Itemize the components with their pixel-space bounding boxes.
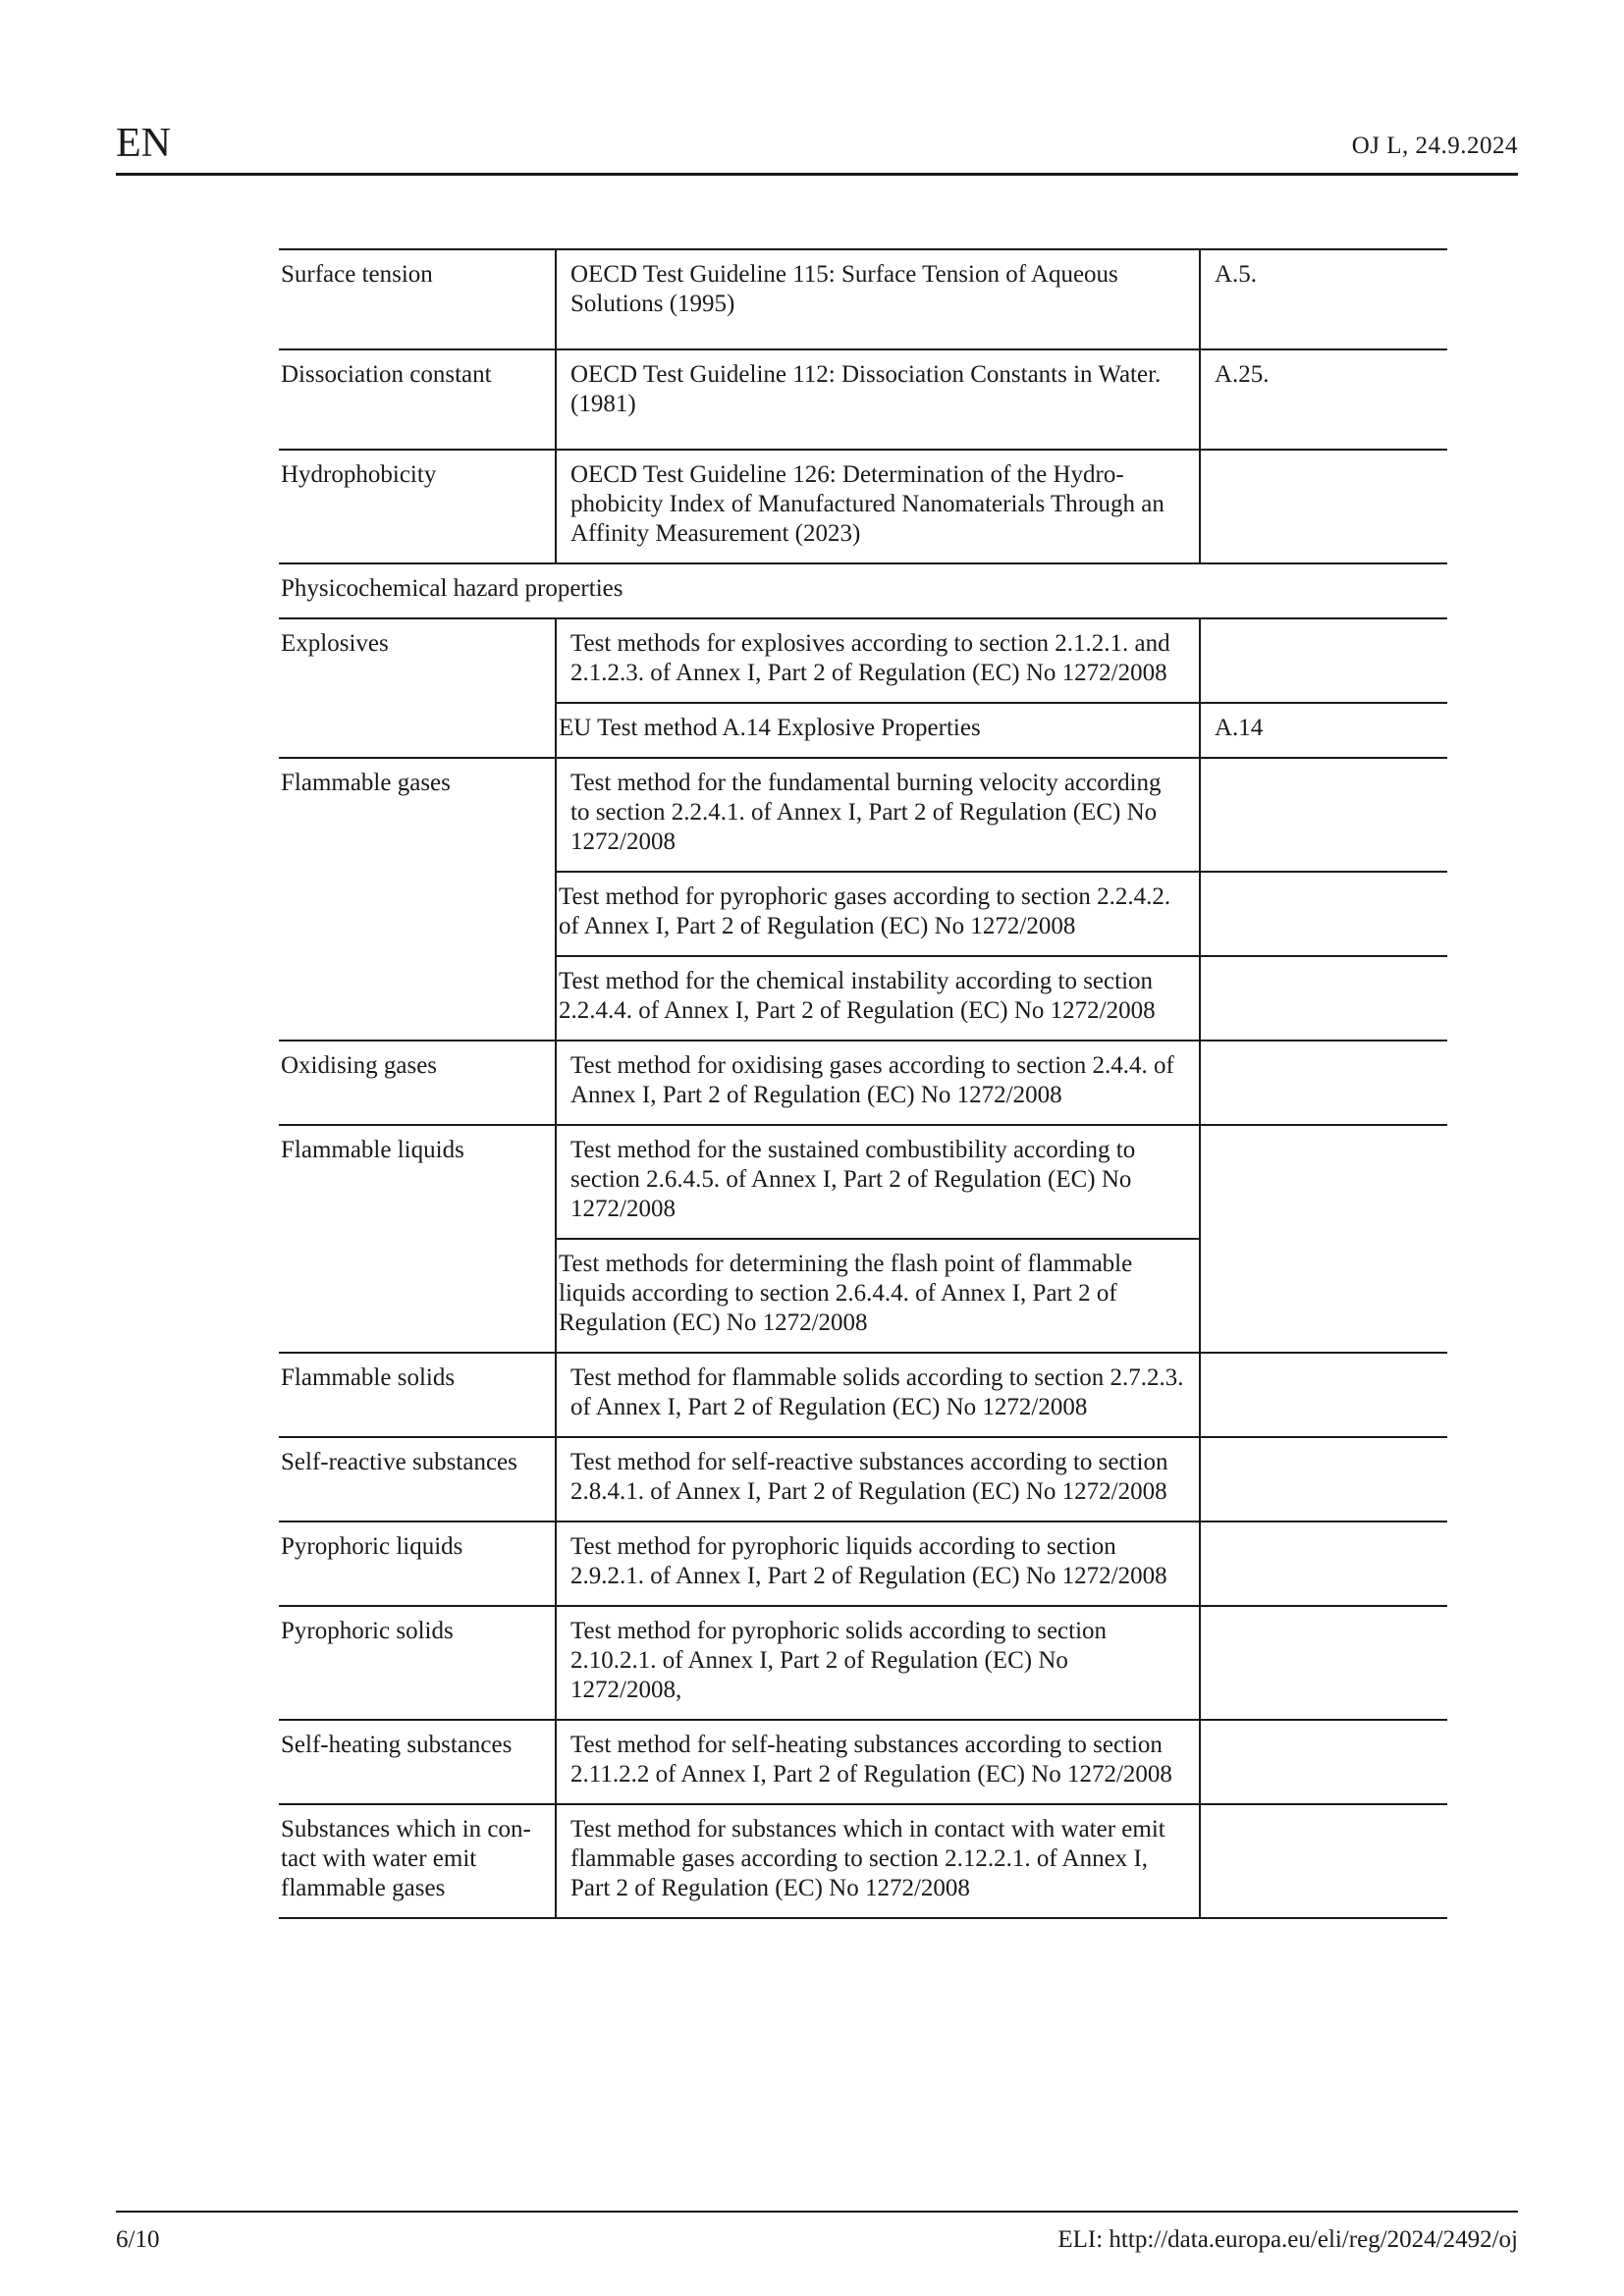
method-cell: OECD Test Guideline 112: Dissociation Constants in Water. (1981): [556, 349, 1200, 450]
code-cell: [1200, 1125, 1447, 1353]
code-cell: [1200, 1606, 1447, 1720]
property-cell: Flammable gases: [279, 758, 556, 1041]
code-cell: A.25.: [1200, 349, 1447, 450]
page-number: 6/10: [116, 2226, 160, 2253]
table-row: [279, 1804, 1447, 1918]
language-code: EN: [116, 121, 171, 166]
code-cell: A.14: [1200, 703, 1447, 758]
property-cell: Pyrophoric liquids: [279, 1522, 556, 1606]
table-row: [279, 758, 1447, 872]
table-row: [279, 1522, 1447, 1606]
property-cell: Surface tension: [279, 249, 556, 349]
method-cell: Test method for substances which in contact with water emit flammable gases according to section 2.12.2.1. of Annex I, Part 2 of Regulation (EC) No 1272/2008: [556, 1804, 1200, 1918]
code-cell: [1200, 1437, 1447, 1522]
property-cell: Explosives: [279, 618, 556, 758]
code-cell: [1200, 872, 1447, 956]
journal-reference: OJ L, 24.9.2024: [1351, 133, 1518, 159]
method-cell: Test method for the fundamental burning velocity according to section 2.2.4.1. of Annex I, Part 2 of Regulation (EC) No 1272/2008: [556, 758, 1200, 872]
table-row: [279, 450, 1447, 563]
code-cell: [1200, 1522, 1447, 1606]
section-heading: Physicochemical hazard properties: [279, 563, 1447, 618]
code-cell: [1200, 1353, 1447, 1437]
test-methods-table-wrapper: [279, 248, 1447, 1919]
property-cell: Self-reactive substances: [279, 1437, 556, 1522]
table-row: [279, 349, 1447, 450]
method-cell: Test methods for determining the flash point of flammable liquids according to section 2.6.4.4. of Annex I, Part 2 of Regulation (EC) No 1272/2008: [556, 1239, 1200, 1353]
code-cell: [1200, 450, 1447, 563]
table-row: [279, 1353, 1447, 1437]
eli-link[interactable]: ELI: http://data.europa.eu/eli/reg/2024/2492/oj: [1057, 2226, 1518, 2253]
property-cell: Oxidising gases: [279, 1041, 556, 1125]
method-cell: Test method for pyrophoric gases according to section 2.2.4.2. of Annex I, Part 2 of Regulation (EC) No 1272/2008: [556, 872, 1200, 956]
method-cell: Test method for flammable solids according to section 2.7.2.3. of Annex I, Part 2 of Regulation (EC) No 1272/2008: [556, 1353, 1200, 1437]
table-row: [279, 1041, 1447, 1125]
test-methods-table: [279, 248, 1447, 1919]
property-cell: Pyrophoric solids: [279, 1606, 556, 1720]
page-footer: [116, 2211, 1518, 2253]
method-cell: OECD Test Guideline 115: Surface Tension of Aqueous Solutions (1995): [556, 249, 1200, 349]
code-cell: [1200, 618, 1447, 703]
method-cell: OECD Test Guideline 126: Determination of the Hydro-phobicity Index of Manufactured Nanomaterials Through an Affinity Measurement (2023): [556, 450, 1200, 563]
table-row: [279, 1720, 1447, 1804]
section-heading-row: [279, 563, 1447, 618]
table-row: [279, 618, 1447, 703]
method-cell: Test method for pyrophoric solids according to section 2.10.2.1. of Annex I, Part 2 of Regulation (EC) No 1272/2008,: [556, 1606, 1200, 1720]
table-row: [279, 249, 1447, 349]
table-row: [279, 1606, 1447, 1720]
page-header: [116, 118, 1518, 176]
method-cell: Test methods for explosives according to section 2.1.2.1. and 2.1.2.3. of Annex I, Part 2 of Regulation (EC) No 1272/2008: [556, 618, 1200, 703]
property-cell: Dissociation constant: [279, 349, 556, 450]
method-cell: Test method for pyrophoric liquids according to section 2.9.2.1. of Annex I, Part 2 of Regulation (EC) No 1272/2008: [556, 1522, 1200, 1606]
code-cell: [1200, 1720, 1447, 1804]
code-cell: [1200, 758, 1447, 872]
property-cell: Self-heating substances: [279, 1720, 556, 1804]
code-cell: [1200, 956, 1447, 1041]
method-cell: EU Test method A.14 Explosive Properties: [556, 703, 1200, 758]
table-row: [279, 1437, 1447, 1522]
property-cell: Flammable solids: [279, 1353, 556, 1437]
method-cell: Test method for oxidising gases according to section 2.4.4. of Annex I, Part 2 of Regulation (EC) No 1272/2008: [556, 1041, 1200, 1125]
code-cell: A.5.: [1200, 249, 1447, 349]
method-cell: Test method for self-reactive substances according to section 2.8.4.1. of Annex I, Part 2 of Regulation (EC) No 1272/2008: [556, 1437, 1200, 1522]
code-cell: [1200, 1804, 1447, 1918]
method-cell: Test method for the chemical instability according to section 2.2.4.4. of Annex I, Part 2 of Regulation (EC) No 1272/2008: [556, 956, 1200, 1041]
property-cell: Substances which in con-tact with water emit flammable gases: [279, 1804, 556, 1918]
table-row: [279, 1125, 1447, 1239]
code-cell: [1200, 1041, 1447, 1125]
property-cell: Hydrophobicity: [279, 450, 556, 563]
method-cell: Test method for the sustained combustibility according to section 2.6.4.5. of Annex I, Part 2 of Regulation (EC) No 1272/2008: [556, 1125, 1200, 1239]
method-cell: Test method for self-heating substances according to section 2.11.2.2 of Annex I, Part 2 of Regulation (EC) No 1272/2008: [556, 1720, 1200, 1804]
property-cell: Flammable liquids: [279, 1125, 556, 1353]
